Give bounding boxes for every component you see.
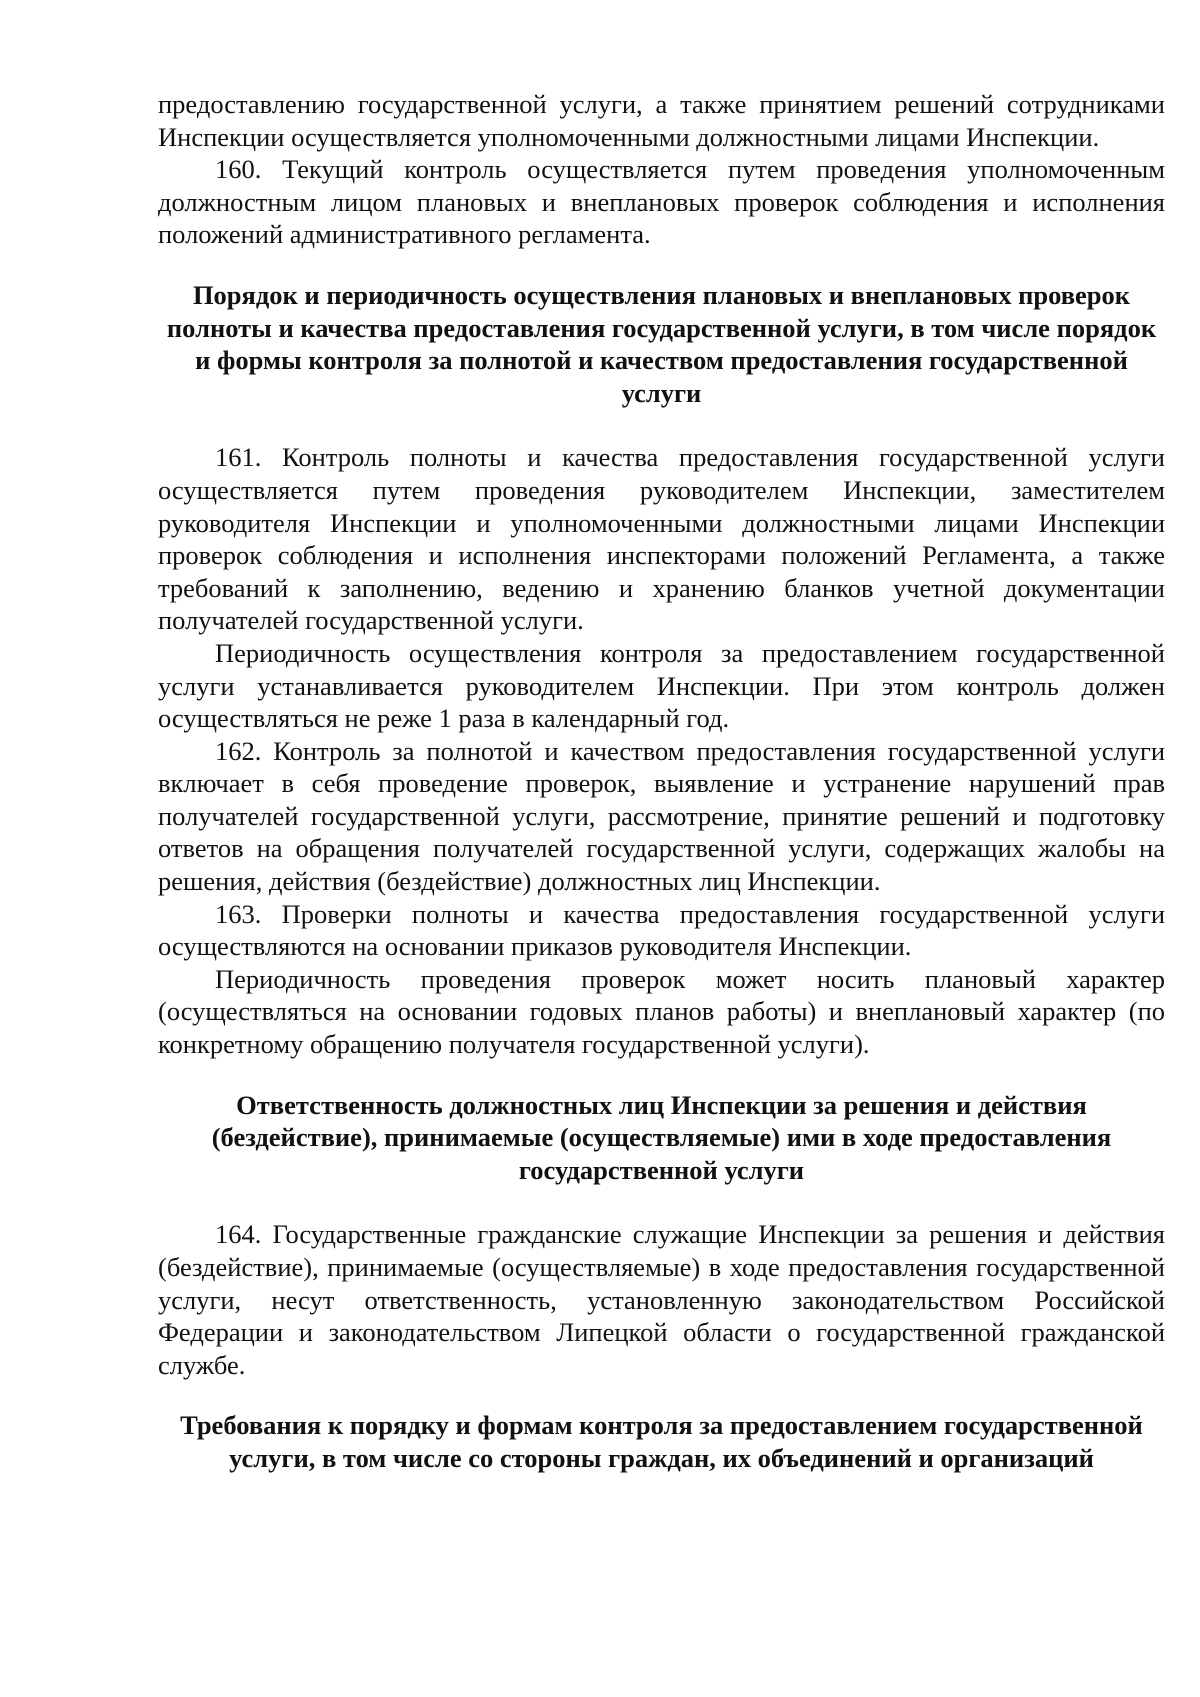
paragraph-160: 160. Текущий контроль осуществляется путем проведения уполномоченным должностным лицом плановых и внеплановых проверок соблюдения и исполнения положений административного регламента.: [158, 154, 1165, 250]
paragraph-161-periodicity: Периодичность осуществления контроля за предоставлением государственной услуги устанавливается руководителем Инспекции. При этом контроль должен осуществляться не реже 1 раза в календарный год.: [158, 637, 1165, 734]
section-heading-checks-procedure: Порядок и периодичность осуществления плановых и внеплановых проверок полноты и качества предоставления государственной услуги, в том числе порядок и формы контроля за полнотой и качеством предоставления государственной услуги: [166, 279, 1157, 408]
section-heading-control-requirements: Требования к порядку и формам контроля за предоставлением государственной услуги, в том числе со стороны граждан, их объединений и организаций: [180, 1410, 1143, 1473]
paragraph-164: 164. Государственные гражданские служащие Инспекции за решения и действия (бездействие), принимаемые (осуществляемые) в ходе предоставления государственной услуги, несут ответственность, установленную законодательством Российской Федерации и законодательством Липецкой области о государственной гражданской службе.: [158, 1219, 1165, 1380]
section-heading-responsibility: Ответственность должностных лиц Инспекции за решения и действия (бездействие), принимаемые (осуществляемые) ими в ходе предоставления государственной услуги: [211, 1089, 1112, 1185]
paragraph-continued: предоставлению государственной услуги, а также принятием решений сотрудниками Инспекции осуществляется уполномоченными должностными лицами Инспекции.: [158, 89, 1165, 152]
document-body: [158, 88, 1165, 1475]
paragraph-163-periodicity: Периодичность проведения проверок может носить плановый характер (осуществляться на основании годовых планов работы) и внеплановый характер (по конкретному обращению получателя государственной услуги).: [158, 963, 1165, 1060]
paragraph-163: 163. Проверки полноты и качества предоставления государственной услуги осуществляются на основании приказов руководителя Инспекции.: [158, 898, 1165, 962]
paragraph-162: 162. Контроль за полнотой и качеством предоставления государственной услуги включает в себя проведение проверок, выявление и устранение нарушений прав получателей государственной услуги, рассмотрение, принятие решений и подготовку ответов на обращения получателей государственной услуги, содержащих жалобы на решения, действия (бездействие) должностных лиц Инспекции.: [158, 735, 1165, 897]
paragraph-161: 161. Контроль полноты и качества предоставления государственной услуги осуществляется путем проведения руководителем Инспекции, заместителем руководителя Инспекции и уполномоченными должностными лицами Инспекции проверок соблюдения и исполнения инспекторами положений Регламента, а также требований к заполнению, ведению и хранению бланков учетной документации получателей государственной услуги.: [158, 442, 1165, 636]
